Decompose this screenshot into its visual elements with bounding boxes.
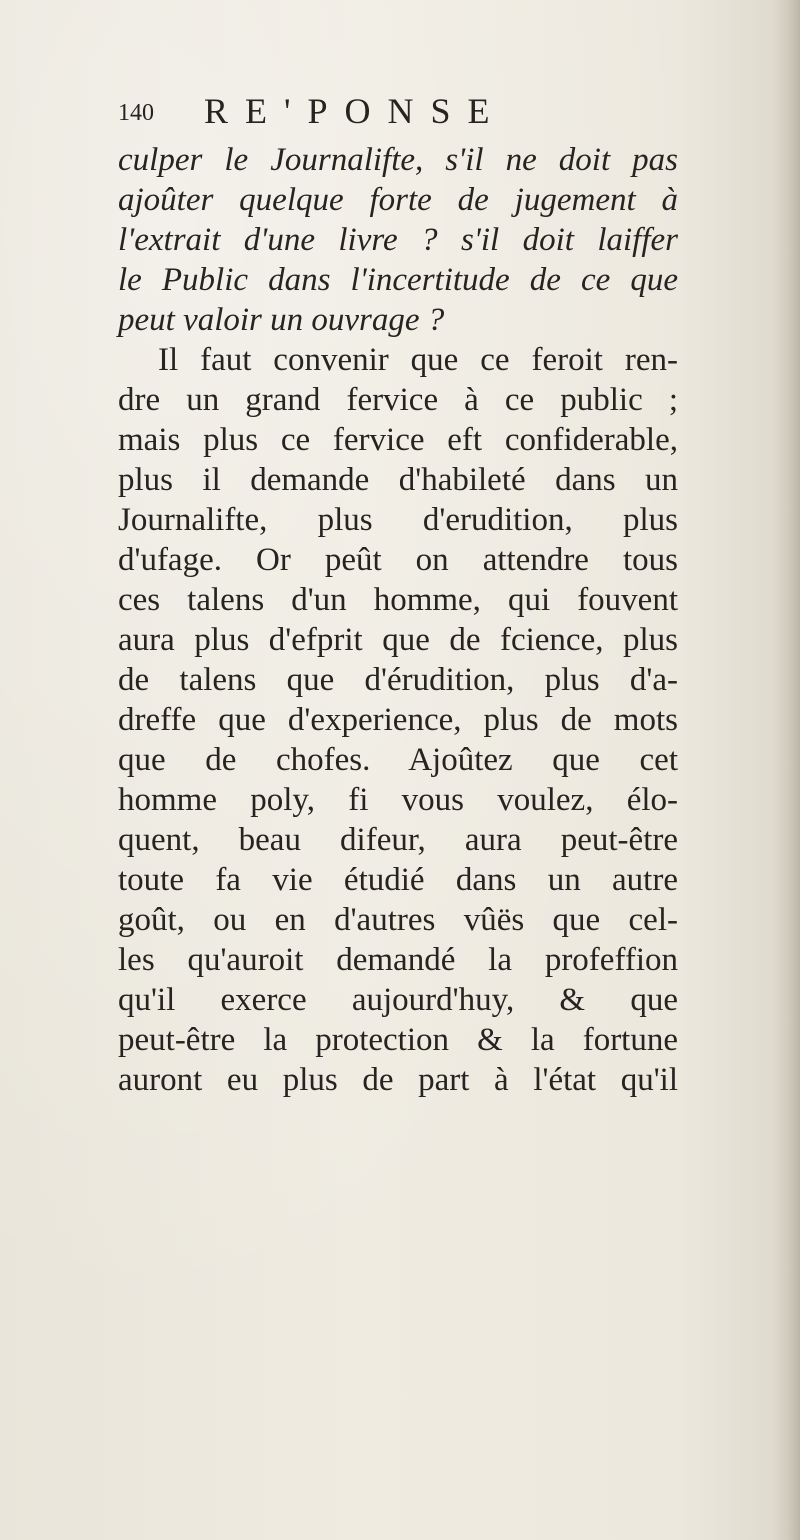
text-line: de talens que d'érudition, plus d'a- — [118, 662, 678, 698]
page-header — [118, 92, 678, 136]
paragraph-start-line: Il faut convenir que ce feroit ren- — [158, 342, 678, 378]
text-line: culper le Journalifte, s'il ne doit pas — [118, 142, 678, 178]
text-line: ces talens d'un homme, qui fouvent — [118, 582, 678, 618]
text-line: ajoûter quelque forte de jugement à — [118, 182, 678, 218]
text-line: l'extrait d'une livre ? s'il doit laiffer — [118, 222, 678, 258]
text-line: Journalifte, plus d'erudition, plus — [118, 502, 678, 538]
text-line: mais plus ce fervice eft confiderable, — [118, 422, 678, 458]
body-text — [118, 140, 678, 1100]
text-line: dre un grand fervice à ce public ; — [118, 382, 678, 418]
text-line: qu'il exerce aujourd'huy, & que — [118, 982, 678, 1018]
text-line: d'ufage. Or peût on attendre tous — [118, 542, 678, 578]
text-line: les qu'auroit demandé la profeffion — [118, 942, 678, 978]
text-line: auront eu plus de part à l'état qu'il — [118, 1062, 678, 1098]
text-line: dreffe que d'experience, plus de mots — [118, 702, 678, 738]
text-line: quent, beau difeur, aura peut-être — [118, 822, 678, 858]
text-line: homme poly, fi vous voulez, élo- — [118, 782, 678, 818]
text-line: plus il demande d'habileté dans un — [118, 462, 678, 498]
running-head: RE'PONSE — [204, 91, 507, 131]
text-line: aura plus d'efprit que de fcience, plus — [118, 622, 678, 658]
page-number: 140 — [118, 100, 154, 126]
text-line: peut valoir un ouvrage ? — [118, 302, 445, 338]
text-line: peut-être la protection & la fortune — [118, 1022, 678, 1058]
text-line: toute fa vie étudié dans un autre — [118, 862, 678, 898]
text-line: le Public dans l'incertitude de ce que — [118, 262, 678, 298]
page-edge-shadow — [772, 0, 800, 1540]
text-line: goût, ou en d'autres vûës que cel- — [118, 902, 678, 938]
text-line: que de chofes. Ajoûtez que cet — [118, 742, 678, 778]
